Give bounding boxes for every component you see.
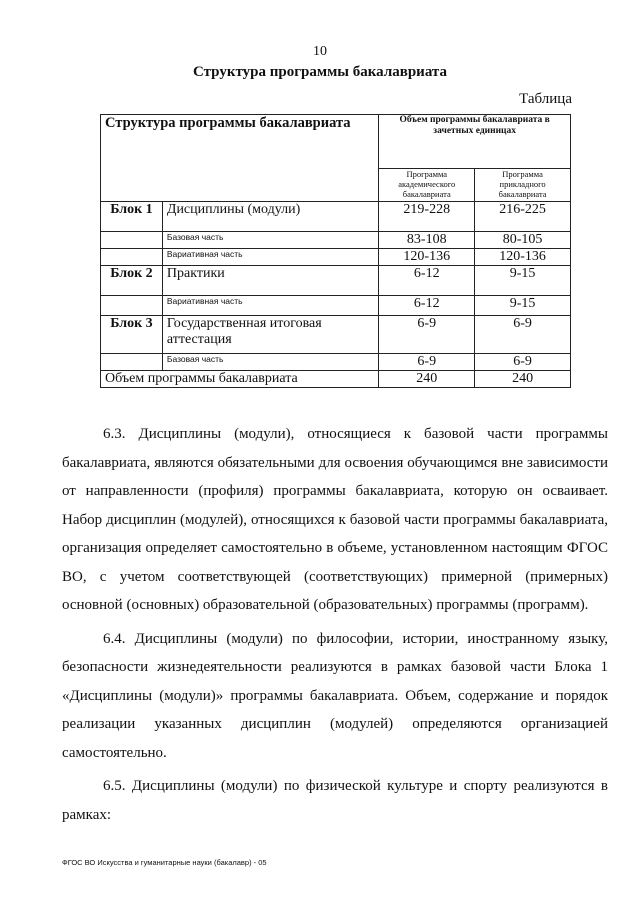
row-applied-value: 216-225 — [475, 202, 571, 232]
row-name: Дисциплины (модули) — [162, 202, 378, 232]
row-name: Государственная итоговая аттестация — [162, 316, 378, 354]
table-label: Таблица — [519, 91, 572, 107]
body-text — [62, 420, 608, 829]
block-spacer — [101, 232, 163, 249]
total-applied-value: 240 — [475, 371, 571, 388]
block-label: Блок 3 — [101, 316, 163, 354]
table-header-volume: Объем программы бакалавриата в зачетных единицах — [379, 115, 571, 169]
row-academic-value: 6-12 — [379, 296, 475, 316]
page-title: Структура программы бакалавриата — [193, 64, 447, 80]
row-academic-value: 6-12 — [379, 266, 475, 296]
block-spacer — [101, 249, 163, 266]
row-academic-value: 6-9 — [379, 354, 475, 371]
program-structure-table — [100, 114, 571, 388]
row-applied-value: 120-136 — [475, 249, 571, 266]
table-header-applied: Программа прикладного бакалавриата — [475, 168, 571, 201]
block-spacer — [101, 296, 163, 316]
table-header-structure: Структура программы бакалавриата — [101, 115, 379, 202]
page-number: 10 — [313, 44, 327, 59]
row-name: Базовая часть — [162, 232, 378, 249]
row-name: Базовая часть — [162, 354, 378, 371]
row-academic-value: 83-108 — [379, 232, 475, 249]
paragraph-6-4: 6.4. Дисциплины (модули) по философии, истории, иностранному языку, безопасности жизнедеятельности реализуются в рамках базовой части Блока 1 «Дисциплины (модули)» программы бакалавриата. Объем, содержание и порядок реализации указанных дисциплин (модулей) определяются организацией самостоятельно. — [62, 630, 608, 761]
block-label: Блок 1 — [101, 202, 163, 232]
row-name: Вариативная часть — [162, 249, 378, 266]
row-applied-value: 6-9 — [475, 354, 571, 371]
block-spacer — [101, 354, 163, 371]
paragraph-6-5: 6.5. Дисциплины (модули) по физической культуре и спорту реализуются в рамках: — [62, 778, 608, 823]
row-applied-value: 6-9 — [475, 316, 571, 354]
footer: ФГОС ВО Искусства и гуманитарные науки (бакалавр) - 05 — [62, 858, 267, 867]
row-applied-value: 80-105 — [475, 232, 571, 249]
row-academic-value: 120-136 — [379, 249, 475, 266]
paragraph-6-3: 6.3. Дисциплины (модули), относящиеся к базовой части программы бакалавриата, являются обязательными для освоения обучающимся вне зависимости от направленности (профиля) программы бакалавриата, которую он осваивает. Набор дисциплин (модулей), относящихся к базовой части программы бакалавриата, организация определяет самостоятельно в объеме, установленном настоящим ФГОС ВО, с учетом соответствующей (соответствующих) примерной (примерных) основной (основных) образовательной (образовательных) программы (программ). — [62, 426, 608, 613]
row-name: Вариативная часть — [162, 296, 378, 316]
row-name: Практики — [162, 266, 378, 296]
row-applied-value: 9-15 — [475, 296, 571, 316]
block-label: Блок 2 — [101, 266, 163, 296]
table-header-academic: Программа академического бакалавриата — [379, 168, 475, 201]
row-academic-value: 219-228 — [379, 202, 475, 232]
total-academic-value: 240 — [379, 371, 475, 388]
row-academic-value: 6-9 — [379, 316, 475, 354]
total-label: Объем программы бакалавриата — [101, 371, 379, 388]
row-applied-value: 9-15 — [475, 266, 571, 296]
